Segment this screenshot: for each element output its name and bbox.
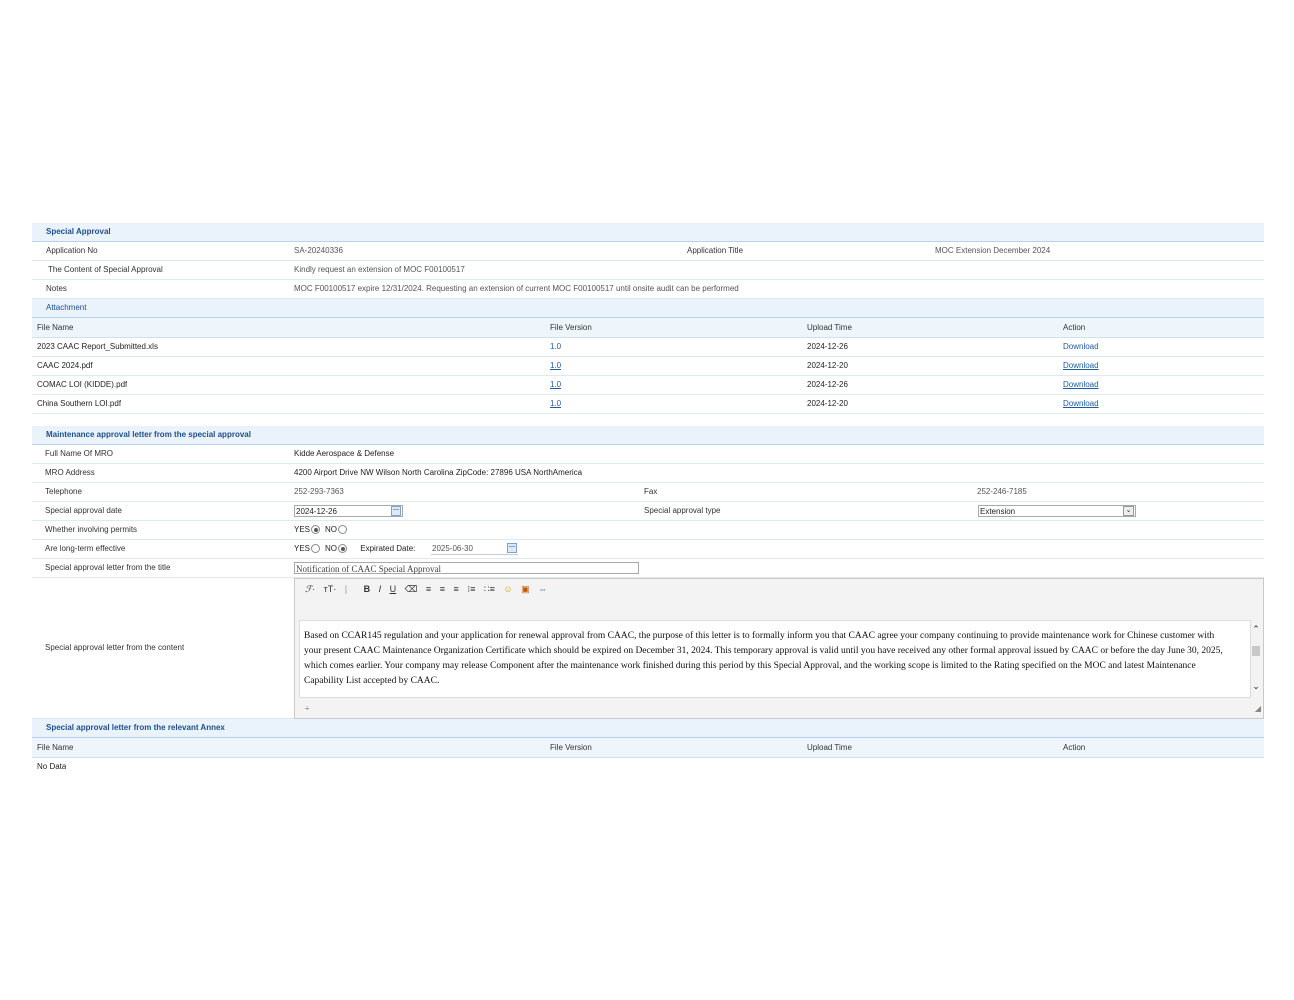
letter-content-label: Special approval letter from the content: [45, 643, 185, 652]
align-center-icon[interactable]: ≡: [439, 584, 445, 594]
mro-name-label: Full Name Of MRO: [45, 449, 114, 458]
table-row: [32, 338, 1264, 357]
approval-type-select[interactable]: [978, 505, 1136, 517]
col-file-version: File Version: [550, 323, 592, 332]
editor-scrollbar[interactable]: [1251, 620, 1261, 698]
application-row: [32, 242, 1264, 261]
approval-date-row: [32, 502, 1264, 521]
file-version-link[interactable]: 1.0: [550, 361, 562, 370]
eraser-icon[interactable]: ⌫: [404, 584, 418, 594]
mro-address-value: 4200 Airport Drive NW Wilson North Carolina ZipCode: 27896 USA NorthAmerica: [294, 468, 583, 477]
letter-content-row: [32, 578, 1264, 719]
letter-title-label: Special approval letter from the title: [45, 563, 171, 572]
permits-row: [32, 521, 1264, 540]
annex-table-header: [32, 738, 1264, 758]
file-version-link[interactable]: 1.0: [550, 399, 562, 408]
col-action: Action: [1063, 743, 1086, 752]
telephone-value: 252-293-7363: [294, 487, 344, 496]
underline-button[interactable]: U: [389, 584, 397, 594]
approval-type-label: Special approval type: [644, 506, 721, 515]
attachment-header: Attachment: [32, 299, 1264, 318]
permits-no-label: NO: [325, 525, 338, 534]
longterm-yes-radio[interactable]: [311, 544, 320, 553]
toolbar-separator: |: [344, 584, 348, 594]
link-icon[interactable]: ⇔: [538, 584, 548, 594]
empty-row: [32, 758, 1264, 776]
table-row: [32, 376, 1264, 395]
application-no-label: Application No: [46, 246, 98, 255]
emoji-icon[interactable]: ☺: [503, 584, 513, 594]
mro-name-row: [32, 445, 1264, 464]
scroll-down-icon[interactable]: ⌄: [1252, 681, 1260, 691]
telephone-label: Telephone: [45, 487, 82, 496]
maintenance-header: Maintenance approval letter from the special approval: [32, 426, 1264, 445]
expiration-label: Expirated Date:: [360, 544, 416, 553]
align-right-icon[interactable]: ≡: [453, 584, 459, 594]
editor-content[interactable]: Based on CCAR145 regulation and your application for renewal approval from CAAC, the purpose of this letter is to formally inform you that CAAC agree your company continuing to provide maintenance work for Chinese customer with your present CAAC Maintenance Organization Certificate which should be expired on December 31, 2024. This temporary approval is valid until you have received any other formal approval issued by CAAC or before the day June 30, 2025, which comes earlier. Your company may release Component after the maintenance work finished during this period by this Special Approval, and the working scope is limited to the Rating specified on the MOC and latest Maintenance Capability List accepted by CAAC.: [299, 620, 1251, 698]
letter-title-input[interactable]: Notification of CAAC Special Approval: [294, 562, 639, 574]
file-name: CAAC 2024.pdf: [37, 361, 93, 370]
special-approval-header: Special Approval: [32, 223, 1264, 242]
notes-value: MOC F00100517 expire 12/31/2024. Requesting an extension of current MOC F00100517 until onsite audit can be performed: [294, 284, 739, 293]
file-name: China Southern LOI.pdf: [37, 399, 122, 408]
scroll-thumb[interactable]: [1252, 646, 1260, 656]
telephone-row: [32, 483, 1264, 502]
application-no-value: SA-20240336: [294, 246, 343, 255]
annex-header: Special approval letter from the relevant Annex: [32, 719, 1264, 738]
longterm-yes-label: YES: [294, 544, 311, 553]
expiration-date-value: 2025-06-30: [432, 544, 473, 553]
font-family-button[interactable]: ℱ·: [305, 584, 316, 594]
upload-time: 2024-12-20: [807, 361, 848, 370]
approval-date-value: 2024-12-26: [296, 507, 337, 516]
permits-yes-label: YES: [294, 525, 311, 534]
permits-label: Whether involving permits: [45, 525, 138, 534]
approval-date-label: Special approval date: [45, 506, 122, 515]
expiration-date-input[interactable]: [431, 543, 518, 555]
permits-yes-radio[interactable]: [311, 525, 320, 534]
col-file-version: File Version: [550, 743, 592, 752]
font-size-button[interactable]: тT·: [323, 584, 337, 594]
download-link[interactable]: Download: [1063, 399, 1099, 408]
unordered-list-icon[interactable]: ∷≡: [483, 584, 495, 594]
attachment-table-header: [32, 318, 1264, 338]
notes-label: Notes: [46, 284, 67, 293]
table-row: [32, 357, 1264, 376]
mro-address-row: [32, 464, 1264, 483]
download-link[interactable]: Download: [1063, 342, 1099, 351]
upload-time: 2024-12-26: [807, 342, 848, 351]
col-file-name: File Name: [37, 323, 74, 332]
letter-title-row: [32, 559, 1264, 578]
fax-label: Fax: [644, 487, 658, 496]
calendar-icon[interactable]: [507, 543, 517, 553]
longterm-no-label: NO: [325, 544, 338, 553]
content-value: Kindly request an extension of MOC F00100517: [294, 265, 465, 274]
form-container: [32, 223, 1264, 776]
content-label: The Content of Special Approval: [48, 265, 163, 274]
element-path: ÷: [305, 704, 310, 713]
file-version-link[interactable]: 1.0: [550, 342, 562, 351]
file-version-link[interactable]: 1.0: [550, 380, 562, 389]
upload-time: 2024-12-26: [807, 380, 848, 389]
resize-handle-icon[interactable]: ◢: [1254, 704, 1261, 713]
longterm-label: Are long-term effective: [45, 544, 126, 553]
col-file-name: File Name: [37, 743, 74, 752]
editor-toolbar: [295, 579, 1263, 599]
mro-address-label: MRO Address: [45, 468, 95, 477]
download-link[interactable]: Download: [1063, 380, 1099, 389]
longterm-options: [294, 540, 415, 558]
image-icon[interactable]: ▣: [521, 584, 530, 594]
rich-text-editor: [294, 578, 1264, 719]
col-upload-time: Upload Time: [807, 323, 852, 332]
mro-name-value: Kidde Aerospace & Defense: [294, 449, 395, 458]
fax-value: 252-246-7185: [977, 487, 1027, 496]
upload-time: 2024-12-20: [807, 399, 848, 408]
longterm-row: [32, 540, 1264, 559]
application-title-label: Application Title: [687, 246, 744, 255]
permits-options: [294, 521, 352, 539]
download-link[interactable]: Download: [1063, 361, 1099, 370]
scroll-up-icon[interactable]: ⌃: [1252, 624, 1260, 634]
permits-no-radio[interactable]: [338, 525, 347, 534]
ordered-list-icon[interactable]: ⁝≡: [467, 584, 476, 594]
approval-type-value: Extension: [980, 507, 1016, 516]
calendar-icon[interactable]: [391, 506, 401, 516]
section-gap: [32, 414, 1264, 426]
editor-statusbar: [295, 700, 1263, 718]
application-title-value: MOC Extension December 2024: [935, 246, 1051, 255]
longterm-no-radio[interactable]: [338, 544, 347, 553]
italic-button[interactable]: I: [378, 584, 382, 594]
chevron-down-icon[interactable]: ⌄: [1123, 506, 1134, 516]
notes-row: [32, 280, 1264, 299]
approval-date-input[interactable]: [294, 505, 403, 517]
col-upload-time: Upload Time: [807, 743, 852, 752]
file-name: COMAC LOI (KIDDE).pdf: [37, 380, 128, 389]
no-data-text: No Data: [37, 762, 67, 771]
bold-button[interactable]: B: [363, 584, 371, 594]
align-left-icon[interactable]: ≡: [425, 584, 432, 594]
content-row: [32, 261, 1264, 280]
file-name: 2023 CAAC Report_Submitted.xls: [37, 342, 158, 351]
col-action: Action: [1063, 323, 1086, 332]
table-row: [32, 395, 1264, 414]
